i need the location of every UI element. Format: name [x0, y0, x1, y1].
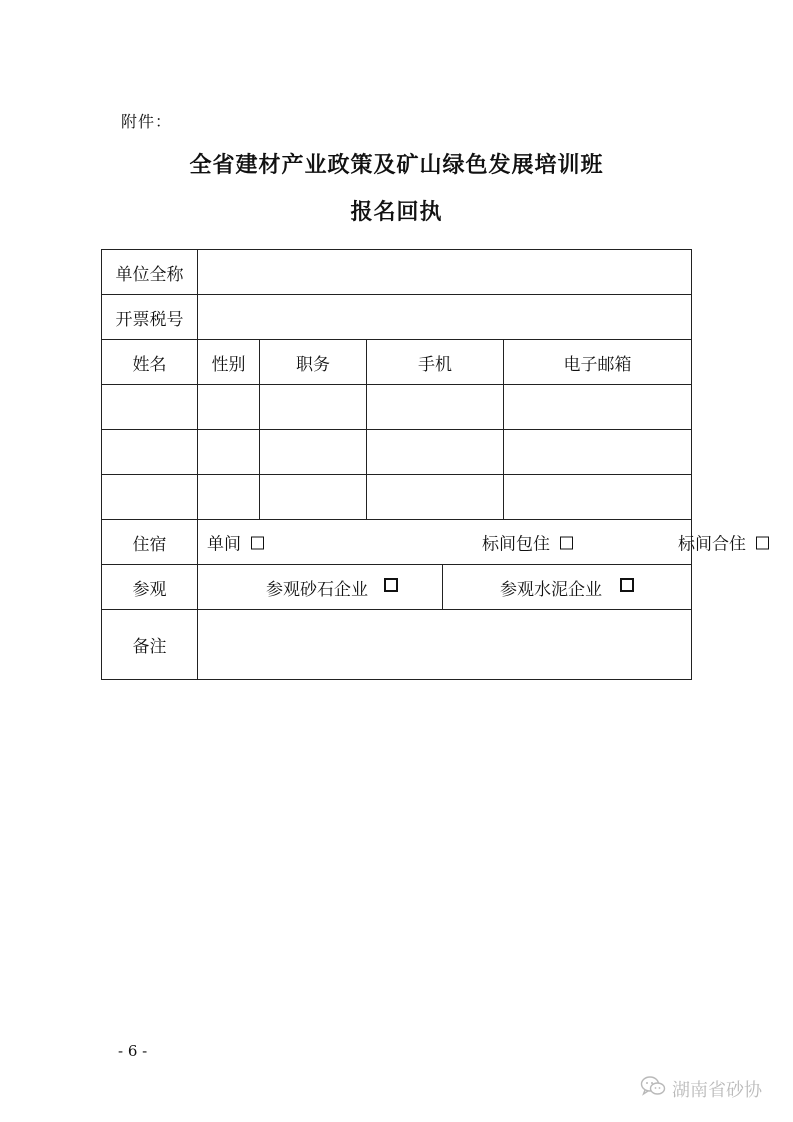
- attachment-label: 附件：: [121, 112, 173, 131]
- participant-mobile-cell[interactable]: [366, 429, 504, 475]
- header-name: 姓名: [101, 339, 198, 385]
- header-mobile: 手机: [366, 339, 504, 385]
- page-subtitle: 报名回执: [350, 200, 443, 225]
- accommodation-single-label: 单间: [207, 534, 241, 555]
- participant-email-cell[interactable]: [503, 384, 692, 430]
- accommodation-options: [197, 519, 746, 565]
- accommodation-single-option[interactable]: [207, 530, 264, 555]
- remarks-label: 备注: [101, 609, 198, 680]
- tax-id-field[interactable]: [197, 294, 692, 340]
- unit-name-field[interactable]: [197, 249, 692, 295]
- accommodation-standard-full-option[interactable]: [482, 530, 573, 555]
- visit-label: 参观: [101, 564, 198, 610]
- tax-id-label: 开票税号: [101, 294, 198, 340]
- participant-position-cell[interactable]: [259, 474, 367, 520]
- participant-name-cell[interactable]: [101, 474, 198, 520]
- page-number: - 6 -: [118, 1042, 148, 1060]
- remarks-field[interactable]: [197, 609, 692, 680]
- checkbox-visit-cement[interactable]: [620, 578, 634, 592]
- unit-name-label: 单位全称: [101, 249, 198, 295]
- participant-position-cell[interactable]: [259, 384, 367, 430]
- visit-cement-label: 参观水泥企业: [500, 579, 602, 600]
- header-position: 职务: [259, 339, 367, 385]
- participant-email-cell[interactable]: [503, 474, 692, 520]
- participant-gender-cell[interactable]: [197, 429, 260, 475]
- visit-sand-option[interactable]: [197, 564, 443, 610]
- accommodation-standard-shared-label: 标间合住: [678, 534, 746, 555]
- visit-cement-option[interactable]: [442, 564, 692, 610]
- participant-mobile-cell[interactable]: [366, 384, 504, 430]
- participant-position-cell[interactable]: [259, 429, 367, 475]
- page-title: 全省建材产业政策及矿山绿色发展培训班: [189, 153, 604, 178]
- checkbox-standard-shared[interactable]: [756, 536, 769, 549]
- participant-mobile-cell[interactable]: [366, 474, 504, 520]
- watermark: [640, 1075, 762, 1102]
- registration-form: [102, 250, 746, 680]
- visit-sand-label: 参观砂石企业: [266, 579, 368, 600]
- header-email: 电子邮箱: [503, 339, 692, 385]
- checkbox-standard-full[interactable]: [560, 536, 573, 549]
- participant-email-cell[interactable]: [503, 429, 692, 475]
- participant-gender-cell[interactable]: [197, 474, 260, 520]
- watermark-text: 湖南省砂协: [672, 1079, 762, 1101]
- checkbox-visit-sand[interactable]: [384, 578, 398, 592]
- checkbox-single[interactable]: [251, 536, 264, 549]
- participant-gender-cell[interactable]: [197, 384, 260, 430]
- wechat-icon: [640, 1075, 666, 1102]
- accommodation-label: 住宿: [101, 519, 198, 565]
- participant-name-cell[interactable]: [101, 384, 198, 430]
- participant-name-cell[interactable]: [101, 429, 198, 475]
- accommodation-standard-full-label: 标间包住: [482, 534, 550, 555]
- accommodation-standard-shared-option[interactable]: [678, 530, 769, 555]
- header-gender: 性别: [197, 339, 260, 385]
